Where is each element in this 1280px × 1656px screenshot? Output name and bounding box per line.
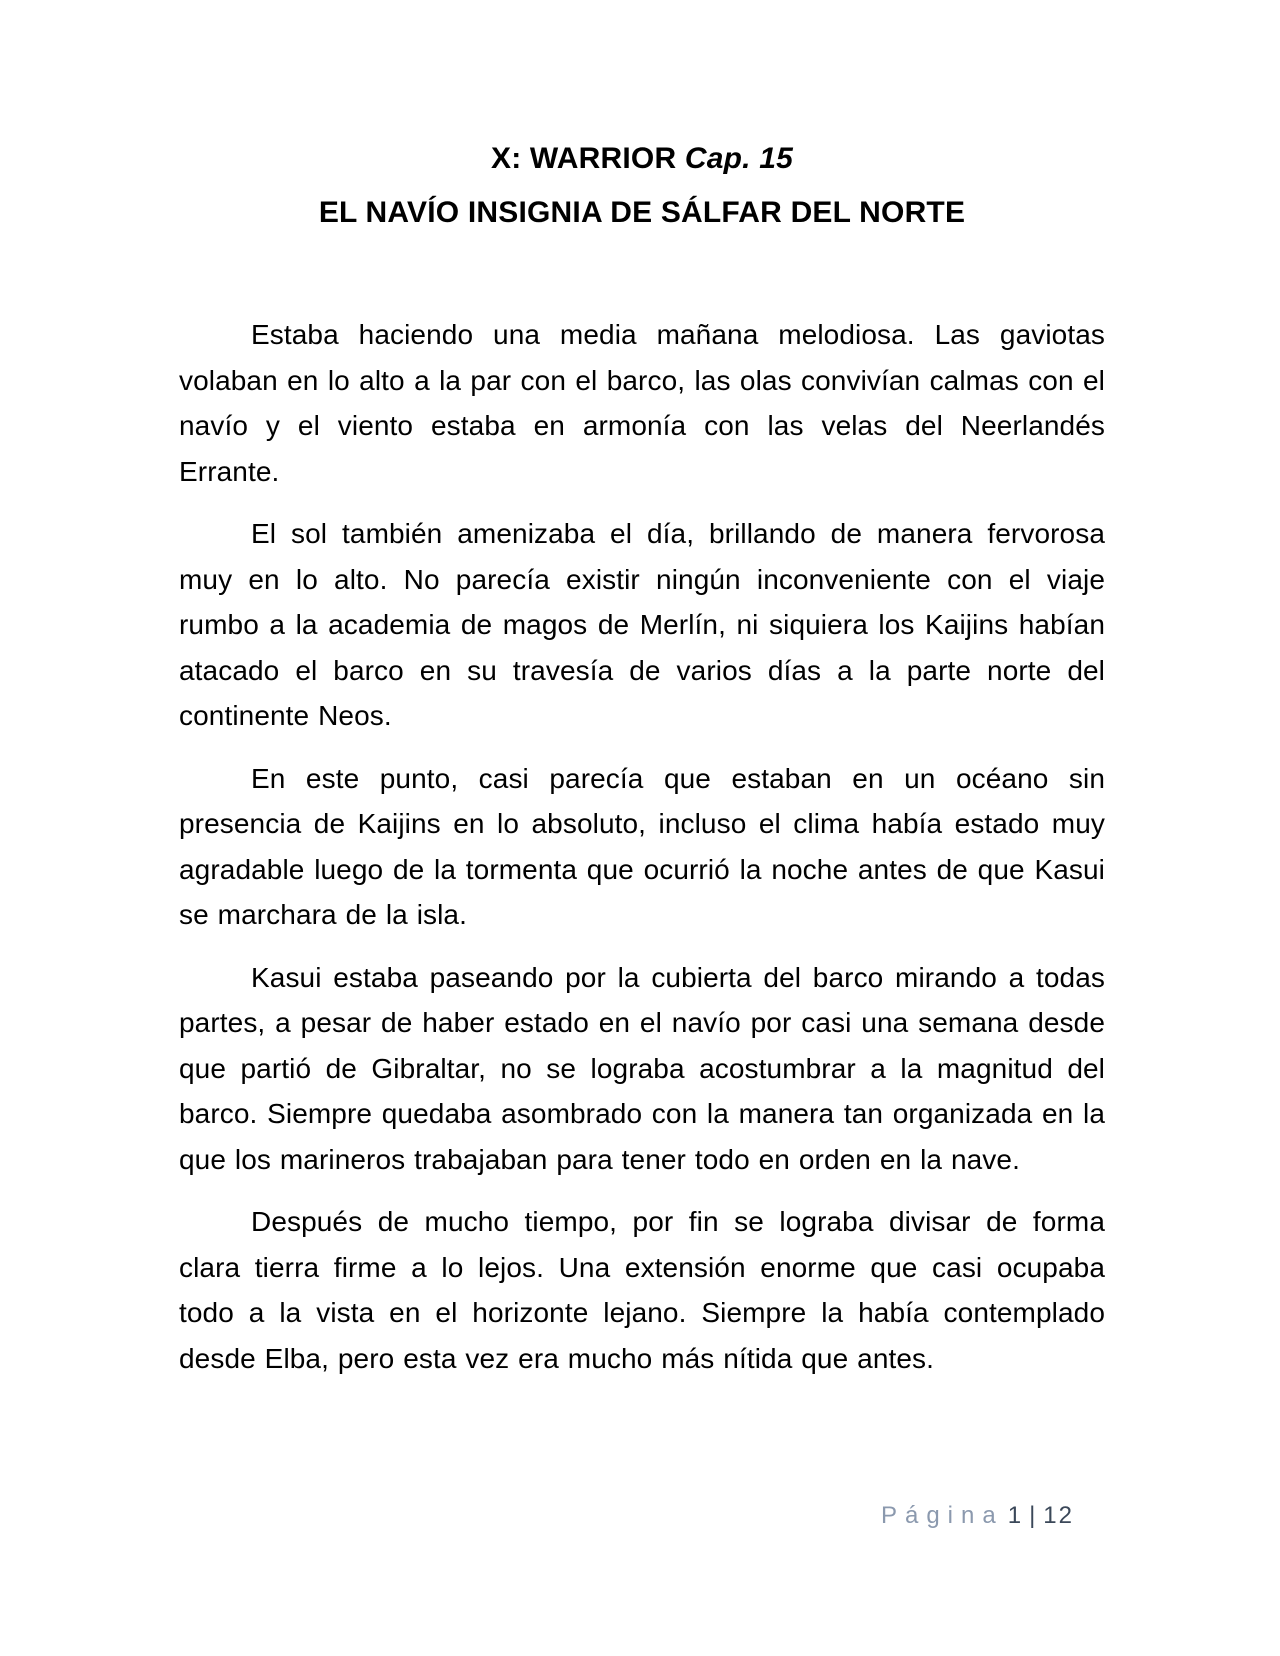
paragraph-5: Después de mucho tiempo, por fin se lograba divisar de forma clara tierra firme a lo lejos. Una extensión enorme que casi ocupaba todo a la vista en el horizonte lejano. Siempre la había contemplado desde Elba, pero esta vez era mucho más nítida que antes. — [179, 1206, 1105, 1374]
chapter-title — [179, 140, 1105, 178]
chapter-number: Cap. 15 — [684, 142, 793, 175]
paragraph-3: En este punto, casi parecía que estaban en un océano sin presencia de Kaijins en lo absoluto, incluso el clima había estado muy agradable luego de la tormenta que ocurrió la noche antes de que Kasui se marchara de la isla. — [179, 762, 1105, 930]
footer-page-label: Página — [880, 1502, 1004, 1529]
page-footer — [881, 1502, 1074, 1530]
paragraph-2: El sol también amenizaba el día, brillando de manera fervorosa muy en lo alto. No parecía existir ningún inconveniente con el viaje rumbo a la academia de magos de Merlín, ni siquiera los Kaijins habían atacado el barco en su travesía de varios días a la parte norte del continente Neos. — [179, 518, 1105, 731]
body-text — [179, 312, 1105, 1381]
page-content — [179, 140, 1105, 1398]
chapter-title-main: X: WARRIOR — [491, 142, 677, 175]
footer-total-pages: 12 — [1043, 1502, 1074, 1529]
footer-separator: | — [1029, 1502, 1038, 1529]
paragraph-4: Kasui estaba paseando por la cubierta del barco mirando a todas partes, a pesar de haber estado en el navío por casi una semana desde que partió de Gibraltar, no se lograba acostumbrar a la magnitud del barco. Siempre quedaba asombrado con la manera tan organizada en la que los marineros trabajaban para tener todo en orden en la nave. — [179, 961, 1105, 1175]
document-subtitle: EL NAVÍO INSIGNIA DE SÁLFAR DEL NORTE — [318, 196, 966, 229]
paragraph-1: Estaba haciendo una media mañana melodiosa. Las gaviotas volaban en lo alto a la par con el barco, las olas convivían calmas con el navío y el viento estaba en armonía con las velas del Neerlandés Errante. — [179, 319, 1105, 487]
footer-page-number: 1 — [1007, 1502, 1024, 1529]
